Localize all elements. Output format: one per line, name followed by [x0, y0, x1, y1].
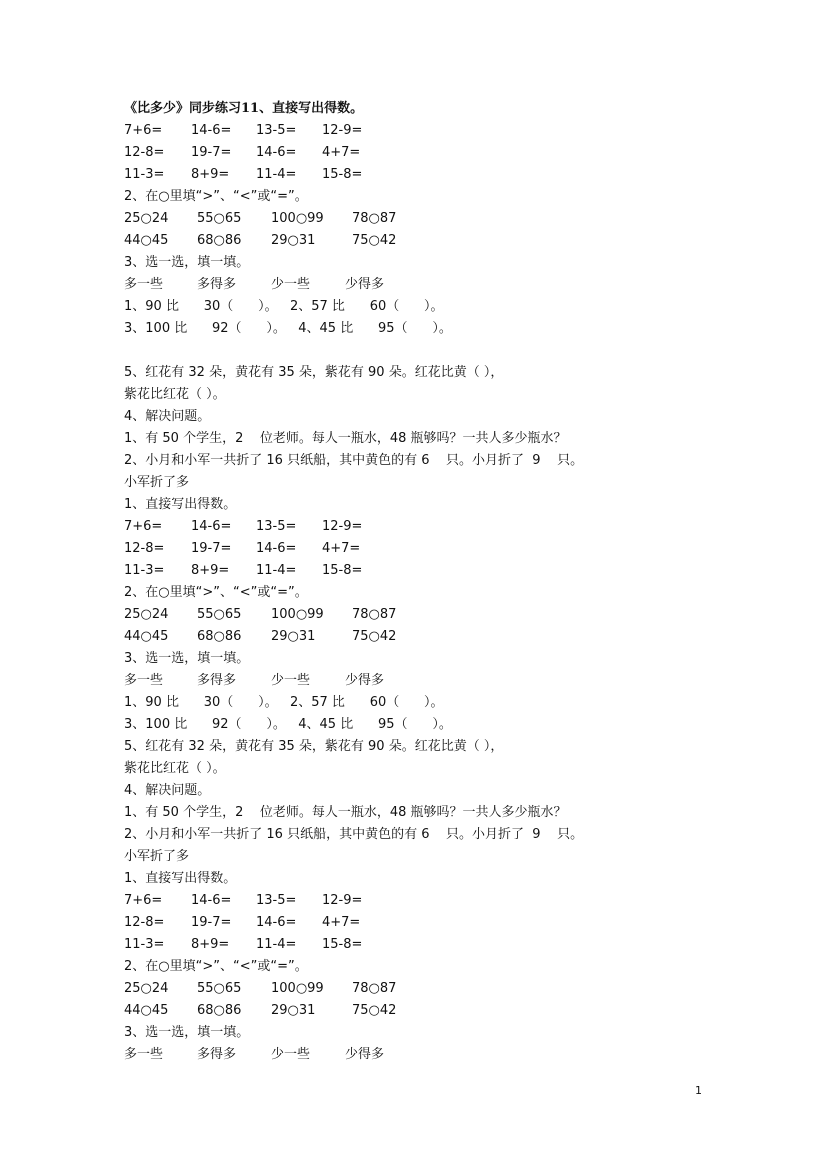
- arith-item: 11-4=: [256, 563, 297, 578]
- arith-item: 19-7=: [191, 541, 232, 556]
- arith-item: 4+7=: [322, 915, 361, 930]
- word-choice: 多一些: [124, 277, 164, 292]
- arith-item: 19-7=: [191, 145, 232, 160]
- arith-item: 12-8=: [124, 541, 165, 556]
- arith-item: 14-6=: [256, 145, 297, 160]
- compare-row: [124, 604, 724, 626]
- arith-item: 12-9=: [322, 519, 363, 534]
- arith-item: 11-4=: [256, 937, 297, 952]
- arith-item: 11-3=: [124, 167, 165, 182]
- arith-item: 14-6=: [191, 123, 232, 138]
- compare-item: 78○87: [352, 981, 397, 996]
- section-heading: 4、解决问题。: [124, 783, 211, 798]
- arith-row: [124, 912, 724, 934]
- section-heading: 2、在○里填“>”、“<”或“=”。: [124, 189, 308, 204]
- arith-row: [124, 560, 724, 582]
- compare-item: 100○99: [271, 607, 324, 622]
- section-heading: 2、在○里填“>”、“<”或“=”。: [124, 585, 308, 600]
- arith-item: 14-6=: [256, 915, 297, 930]
- compare-item: 44○45: [124, 629, 169, 644]
- question-line: 5、红花有 32 朵，黄花有 35 朵，紫花有 90 朵。红花比黄（ ），: [124, 739, 504, 754]
- word-choice: 少得多: [345, 277, 385, 292]
- arith-row: [124, 516, 724, 538]
- compare-item: 78○87: [352, 607, 397, 622]
- word-choices: [124, 670, 724, 692]
- question-line: 紫花比红花（ ）。: [124, 761, 226, 776]
- compare-item: 75○42: [352, 233, 397, 248]
- compare-item: 75○42: [352, 1003, 397, 1018]
- arith-row: [124, 934, 724, 956]
- fill-line: 1、90 比 30（ ）。 2、57 比 60（ ）。: [124, 695, 444, 710]
- compare-item: 29○31: [271, 233, 316, 248]
- compare-item: 55○65: [197, 607, 242, 622]
- word-choices: [124, 1044, 724, 1066]
- arith-item: 14-6=: [256, 541, 297, 556]
- section-heading: 3、选一选，填一填。: [124, 255, 250, 270]
- section-heading: 1、直接写出得数。: [124, 497, 237, 512]
- arith-item: 15-8=: [322, 167, 363, 182]
- problem-line: 小军折了多: [124, 475, 190, 490]
- fill-line: 1、90 比 30（ ）。 2、57 比 60（ ）。: [124, 299, 444, 314]
- compare-item: 55○65: [197, 211, 242, 226]
- arith-item: 11-4=: [256, 167, 297, 182]
- compare-item: 68○86: [197, 629, 242, 644]
- arith-item: 8+9=: [191, 563, 230, 578]
- compare-item: 100○99: [271, 981, 324, 996]
- arith-row: [124, 890, 724, 912]
- arith-item: 15-8=: [322, 937, 363, 952]
- compare-item: 29○31: [271, 629, 316, 644]
- section-heading: 3、选一选，填一填。: [124, 651, 250, 666]
- question-line: 5、红花有 32 朵，黄花有 35 朵，紫花有 90 朵。红花比黄（ ），: [124, 365, 504, 380]
- word-choice: 多一些: [124, 1047, 164, 1062]
- compare-item: 25○24: [124, 211, 169, 226]
- arith-item: 4+7=: [322, 145, 361, 160]
- section-heading: 3、选一选，填一填。: [124, 1025, 250, 1040]
- arith-item: 19-7=: [191, 915, 232, 930]
- document-body: [124, 98, 724, 1066]
- compare-item: 29○31: [271, 1003, 316, 1018]
- problem-line: 1、有 50 个学生，2 位老师。每人一瓶水，48 瓶够吗？一共人多少瓶水？: [124, 431, 567, 446]
- compare-item: 25○24: [124, 981, 169, 996]
- word-choice: 少得多: [345, 673, 385, 688]
- problem-line: 2、小月和小军一共折了 16 只纸船，其中黄色的有 6 只。小月折了 9 只。: [124, 827, 584, 842]
- word-choice: 多得多: [197, 1047, 237, 1062]
- word-choice: 少一些: [271, 277, 311, 292]
- arith-item: 13-5=: [256, 519, 297, 534]
- compare-item: 68○86: [197, 1003, 242, 1018]
- section-heading: 1、直接写出得数。: [124, 871, 237, 886]
- compare-row: [124, 208, 724, 230]
- arith-item: 11-3=: [124, 563, 165, 578]
- arith-item: 14-6=: [191, 519, 232, 534]
- section-heading: 2、在○里填“>”、“<”或“=”。: [124, 959, 308, 974]
- compare-item: 100○99: [271, 211, 324, 226]
- fill-line: 3、100 比 92（ ）。 4、45 比 95（ ）。: [124, 717, 452, 732]
- arith-item: 11-3=: [124, 937, 165, 952]
- compare-item: 44○45: [124, 1003, 169, 1018]
- word-choice: 多一些: [124, 673, 164, 688]
- compare-row: [124, 230, 724, 252]
- arith-item: 8+9=: [191, 937, 230, 952]
- arith-row: [124, 538, 724, 560]
- arith-item: 12-8=: [124, 145, 165, 160]
- fill-line: 3、100 比 92（ ）。 4、45 比 95（ ）。: [124, 321, 452, 336]
- page-title: 《比多少》同步练习11、直接写出得数。: [124, 101, 364, 116]
- word-choices: [124, 274, 724, 296]
- compare-row: [124, 978, 724, 1000]
- arith-item: 13-5=: [256, 893, 297, 908]
- compare-item: 78○87: [352, 211, 397, 226]
- compare-row: [124, 1000, 724, 1022]
- arith-item: 12-9=: [322, 893, 363, 908]
- arith-row: [124, 142, 724, 164]
- arith-item: 13-5=: [256, 123, 297, 138]
- compare-row: [124, 626, 724, 648]
- arith-row: [124, 120, 724, 142]
- compare-item: 55○65: [197, 981, 242, 996]
- arith-item: 7+6=: [124, 123, 163, 138]
- compare-item: 44○45: [124, 233, 169, 248]
- question-line: 紫花比红花（ ）。: [124, 387, 226, 402]
- word-choice: 少一些: [271, 673, 311, 688]
- word-choice: 少得多: [345, 1047, 385, 1062]
- arith-item: 12-9=: [322, 123, 363, 138]
- arith-item: 15-8=: [322, 563, 363, 578]
- arith-item: 7+6=: [124, 519, 163, 534]
- compare-item: 75○42: [352, 629, 397, 644]
- page-number: 1: [695, 1084, 702, 1097]
- problem-line: 2、小月和小军一共折了 16 只纸船，其中黄色的有 6 只。小月折了 9 只。: [124, 453, 584, 468]
- arith-item: 4+7=: [322, 541, 361, 556]
- arith-item: 14-6=: [191, 893, 232, 908]
- word-choice: 多得多: [197, 673, 237, 688]
- arith-item: 7+6=: [124, 893, 163, 908]
- arith-item: 12-8=: [124, 915, 165, 930]
- arith-item: 8+9=: [191, 167, 230, 182]
- spacer: [124, 340, 724, 362]
- arith-row: [124, 164, 724, 186]
- problem-line: 小军折了多: [124, 849, 190, 864]
- word-choice: 少一些: [271, 1047, 311, 1062]
- compare-item: 68○86: [197, 233, 242, 248]
- word-choice: 多得多: [197, 277, 237, 292]
- section-heading: 4、解决问题。: [124, 409, 211, 424]
- problem-line: 1、有 50 个学生，2 位老师。每人一瓶水，48 瓶够吗？一共人多少瓶水？: [124, 805, 567, 820]
- compare-item: 25○24: [124, 607, 169, 622]
